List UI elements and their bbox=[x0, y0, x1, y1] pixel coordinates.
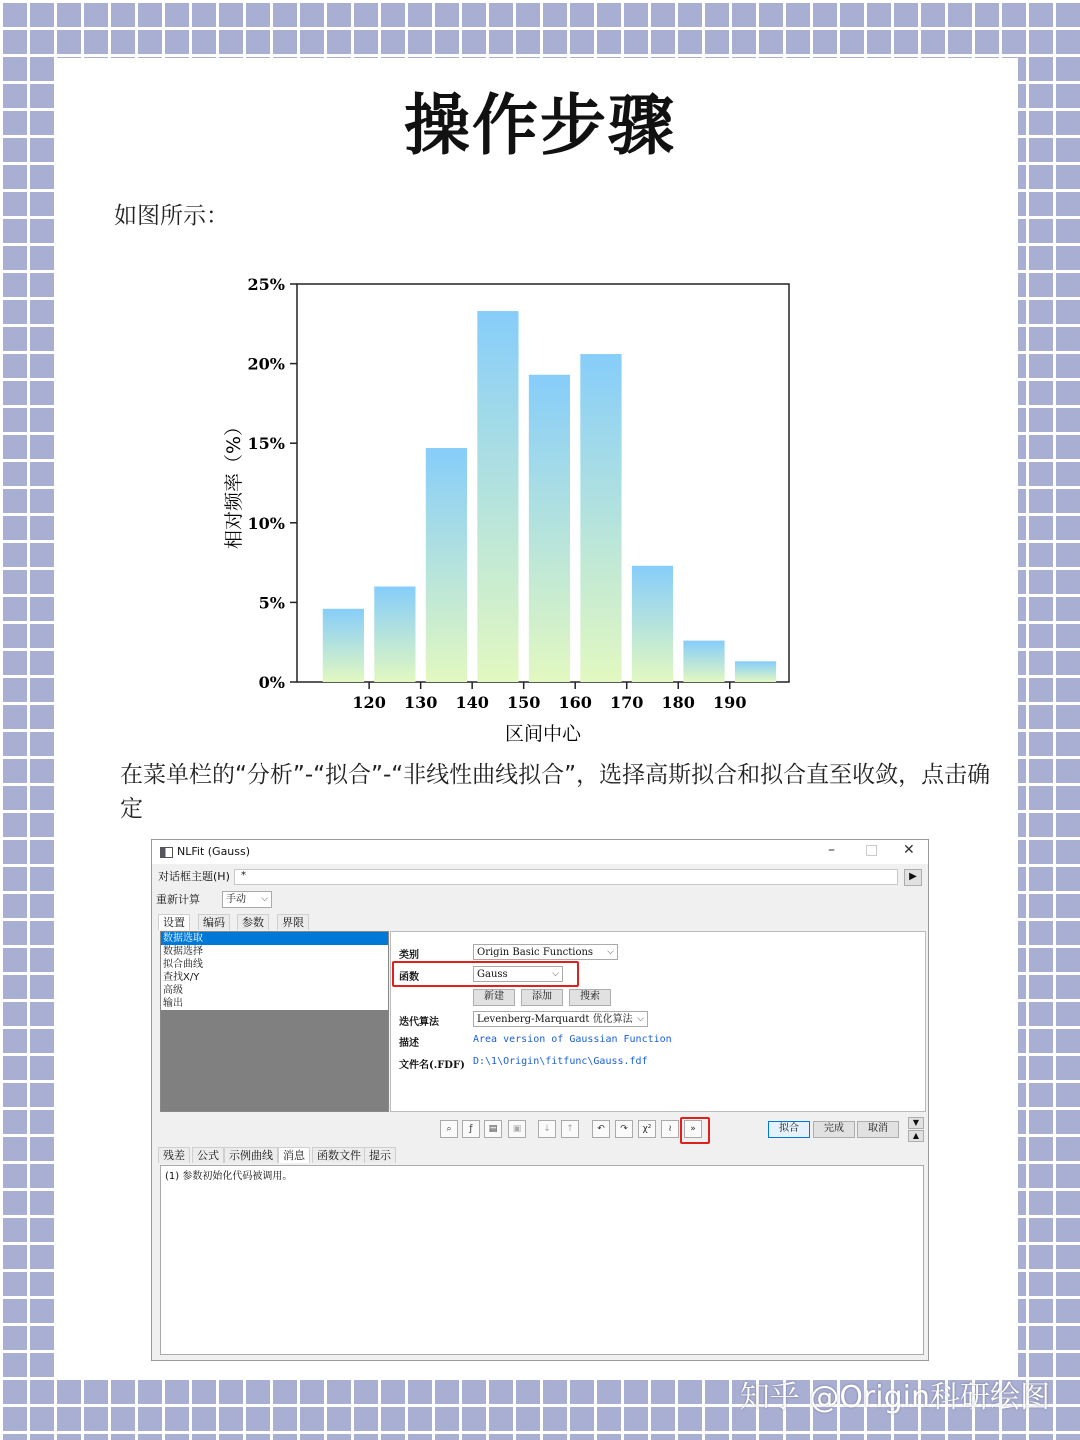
bar bbox=[632, 566, 673, 682]
topic-field[interactable] bbox=[234, 869, 898, 885]
bar bbox=[426, 448, 467, 682]
x-tick-label: 190 bbox=[713, 693, 747, 712]
function-highlight bbox=[392, 961, 579, 987]
x-tick-label: 150 bbox=[506, 693, 541, 712]
algorithm-value: Levenberg-Marquardt 优化算法 bbox=[477, 1014, 633, 1025]
chi-square-icon[interactable]: χ² bbox=[638, 1120, 656, 1138]
recalc-label: 重新计算 bbox=[156, 893, 200, 906]
step-instruction: 在菜单栏的“分析”-“拟合”-“非线性曲线拟合”，选择高斯拟合和拟合直至收敛，点击确定 bbox=[120, 762, 991, 822]
bottom-tab-sample-curve[interactable]: 示例曲线 bbox=[224, 1147, 278, 1163]
x-tick-label: 180 bbox=[661, 693, 695, 712]
x-tick-label: 120 bbox=[352, 693, 386, 712]
tree-item[interactable]: 数据选取 bbox=[161, 932, 388, 945]
upper-bound-icon[interactable]: ↑ bbox=[561, 1120, 579, 1138]
x-axis-label: 区间中心 bbox=[504, 723, 582, 745]
algorithm-select[interactable] bbox=[473, 1011, 648, 1027]
add-button[interactable]: 添加 bbox=[521, 989, 563, 1006]
intro-text: 如图所示： bbox=[114, 203, 229, 229]
message-line: (1) 参数初始化代码被调用。 bbox=[165, 1171, 293, 1182]
tab-parameters[interactable]: 参数 bbox=[237, 914, 269, 930]
category-label: 类别 bbox=[399, 950, 419, 961]
dataset-icon[interactable]: ▤ bbox=[484, 1120, 502, 1138]
bottom-tab-formula[interactable]: 公式 bbox=[192, 1147, 224, 1163]
fx-icon[interactable]: ƒ bbox=[462, 1120, 480, 1138]
x-tick-label: 140 bbox=[455, 693, 489, 712]
tree-item[interactable]: 高级 bbox=[163, 985, 183, 996]
topic-value: * bbox=[241, 870, 246, 881]
bar bbox=[735, 661, 776, 682]
new-button[interactable]: 新建 bbox=[473, 989, 515, 1006]
bar bbox=[580, 354, 621, 682]
fit-until-converged-icon[interactable]: » bbox=[684, 1120, 702, 1138]
y-axis-label: 相对频率（%） bbox=[223, 416, 245, 550]
chevron-down-icon: ⌵ bbox=[607, 947, 614, 957]
bar bbox=[477, 311, 518, 682]
window-icon bbox=[160, 847, 173, 858]
collapse-down-button[interactable]: ▲ bbox=[908, 1130, 924, 1142]
y-tick-label: 10% bbox=[247, 513, 285, 533]
collapse-up-button[interactable]: ▼ bbox=[908, 1117, 924, 1129]
x-tick-label: 170 bbox=[610, 693, 644, 712]
tree-item[interactable]: 拟合曲线 bbox=[163, 959, 203, 970]
tree-item[interactable]: 数据选择 bbox=[163, 946, 203, 957]
bottom-tab-messages[interactable]: 消息 bbox=[278, 1147, 310, 1163]
bar bbox=[683, 641, 724, 682]
histogram-chart bbox=[200, 262, 820, 756]
x-tick-label: 160 bbox=[558, 693, 592, 712]
maximize-button[interactable]: □ bbox=[865, 842, 879, 858]
tree-item[interactable]: 查找X/Y bbox=[163, 972, 200, 983]
y-tick-label: 20% bbox=[247, 354, 285, 374]
lower-bound-icon[interactable]: ↓ bbox=[538, 1120, 556, 1138]
y-tick-label: 15% bbox=[247, 434, 285, 454]
message-box bbox=[160, 1165, 924, 1355]
bottom-tab-hints[interactable]: 提示 bbox=[364, 1147, 396, 1163]
filename-label: 文件名(.FDF) bbox=[399, 1060, 465, 1071]
tab-bounds[interactable]: 界限 bbox=[277, 914, 309, 930]
x-tick-label: 130 bbox=[403, 693, 438, 712]
tab-settings[interactable]: 设置 bbox=[158, 914, 190, 930]
topic-label: 对话框主题(H) bbox=[158, 870, 230, 883]
dialog-titlebar bbox=[152, 840, 928, 864]
fit-options-icon[interactable]: ⌕ bbox=[440, 1120, 458, 1138]
chevron-down-icon: ⌵ bbox=[261, 894, 268, 904]
minimize-button[interactable]: – bbox=[828, 842, 835, 858]
nlfit-dialog bbox=[151, 839, 929, 1361]
settings-panel bbox=[390, 931, 926, 1112]
chevron-down-icon: ⌵ bbox=[637, 1014, 644, 1024]
category-select[interactable] bbox=[473, 944, 618, 960]
converge-highlight bbox=[680, 1117, 710, 1144]
bar bbox=[323, 609, 364, 682]
tree-item[interactable]: 输出 bbox=[163, 998, 183, 1009]
reset-icon[interactable]: ↷ bbox=[615, 1120, 633, 1138]
one-iteration-icon[interactable]: ≀ bbox=[661, 1120, 679, 1138]
description-value: Area version of Gaussian Function bbox=[473, 1034, 672, 1045]
function-value: Gauss bbox=[477, 969, 508, 980]
bottom-tab-residuals[interactable]: 残差 bbox=[158, 1147, 190, 1163]
fit-button[interactable]: 拟合 bbox=[768, 1121, 810, 1138]
close-button[interactable]: ✕ bbox=[903, 842, 915, 858]
cancel-button[interactable]: 取消 bbox=[857, 1121, 899, 1138]
search-button[interactable]: 搜索 bbox=[569, 989, 611, 1006]
settings-tree bbox=[160, 931, 389, 1112]
bar bbox=[374, 586, 415, 682]
save-icon[interactable]: ▣ bbox=[508, 1120, 526, 1138]
y-tick-label: 5% bbox=[258, 593, 285, 613]
description-label: 描述 bbox=[399, 1038, 419, 1049]
category-value: Origin Basic Functions bbox=[477, 947, 594, 958]
tab-code[interactable]: 编码 bbox=[198, 914, 230, 930]
function-label: 函数 bbox=[399, 972, 419, 983]
done-button[interactable]: 完成 bbox=[813, 1121, 855, 1138]
y-tick-label: 0% bbox=[258, 673, 285, 692]
dialog-title: NLFit (Gauss) bbox=[177, 845, 251, 858]
chevron-down-icon: ⌵ bbox=[552, 969, 559, 979]
topic-arrow-button[interactable]: ▶ bbox=[904, 869, 922, 886]
y-tick-label: 25% bbox=[247, 275, 285, 294]
recalc-value: 手动 bbox=[226, 894, 246, 905]
filename-link[interactable]: D:\1\Origin\fitfunc\Gauss.fdf bbox=[473, 1056, 648, 1067]
algorithm-label: 迭代算法 bbox=[399, 1017, 439, 1028]
watermark: 知乎 @Origin科研绘图 bbox=[739, 1380, 1050, 1415]
bottom-tab-function-file[interactable]: 函数文件 bbox=[312, 1147, 366, 1163]
page-title: 操作步骤 bbox=[404, 87, 676, 164]
init-params-icon[interactable]: ↶ bbox=[592, 1120, 610, 1138]
recalc-select[interactable] bbox=[222, 891, 272, 908]
bar bbox=[529, 375, 570, 682]
